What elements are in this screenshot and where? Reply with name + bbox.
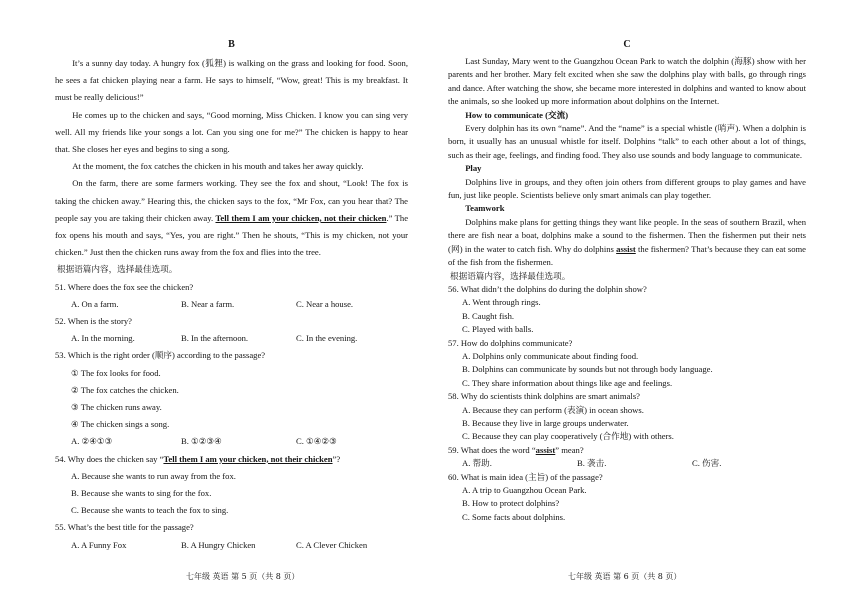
option-b[interactable]: B. ①②③④ (181, 436, 222, 447)
options-53 (55, 433, 408, 450)
text-run: 54. Why does the chicken say “ (55, 453, 164, 464)
passage-paragraph: Dolphins live in groups, and they often join others from different groups to play games and have fun, just like people. Scientists believe only smart animals can play together. (448, 176, 806, 201)
left-page (55, 38, 408, 554)
order-item: ① The fox looks for food. (71, 367, 161, 378)
option-b[interactable]: B. Dolphins can communicate by sounds but not through body language. (462, 364, 713, 375)
subheading: Teamwork (465, 203, 505, 214)
underlined-word: assist (535, 444, 556, 455)
question-54 (55, 451, 408, 468)
option-c[interactable]: C. Because she wants to teach the fox to sing. (71, 505, 229, 516)
order-item: ③ The chicken runs away. (71, 402, 162, 413)
option-a[interactable]: A. A Funny Fox (71, 539, 127, 550)
option-b[interactable]: B. A Hungry Chicken (181, 539, 256, 550)
instruction: 根据语篇内容，选择最佳选项。 (57, 264, 178, 275)
instruction: 根据语篇内容，选择最佳选项。 (450, 270, 571, 281)
options-59 (448, 457, 806, 470)
option-a[interactable]: A. 帮助. (462, 458, 492, 469)
option-c[interactable]: C. 伤害. (692, 458, 722, 469)
option-c[interactable]: C. A Clever Chicken (296, 539, 368, 550)
option-a[interactable]: A. Because they can perform (表演) in ocean shows. (462, 404, 644, 415)
question-60: 60. What is main idea (主旨) of the passage? (448, 471, 603, 482)
page-footer-right: 七年级 英语 第 6 页（共 8 页） (568, 572, 682, 581)
option-c[interactable]: C. Some facts about dolphins. (462, 511, 566, 522)
option-c[interactable]: C. Played with balls. (462, 324, 534, 335)
option-c[interactable]: C. In the evening. (296, 333, 358, 344)
question-58: 58. Why do scientists think dolphins are smart animals? (448, 391, 640, 402)
option-a[interactable]: A. A trip to Guangzhou Ocean Park. (462, 485, 587, 495)
option-a[interactable]: A. Dolphins only communicate about finding food. (462, 350, 639, 361)
text-run: 59. What does the word “ (448, 444, 536, 455)
question-53: 53. Which is the right order (顺序) according to the passage? (55, 350, 266, 361)
option-c[interactable]: C. ①④②③ (296, 436, 337, 447)
question-51: 51. Where does the fox see the chicken? (55, 281, 194, 292)
underlined-quote: Tell them I am your chicken, not their chicken (215, 212, 387, 223)
options-55 (55, 537, 408, 554)
option-b[interactable]: B. Near a farm. (181, 298, 235, 309)
section-title-c: C (623, 39, 631, 50)
text-run: the fishermen? That’s because they can eat some of the fish from the fishermen. (448, 243, 806, 268)
question-52: 52. When is the story? (55, 316, 132, 327)
option-c[interactable]: C. They share information about things like age and feelings. (462, 377, 673, 388)
question-56: 56. What didn’t the dolphins do during the dolphin show? (448, 283, 647, 294)
text-run: Dolphins make plans for getting things they want like people. In the seas of southern Brazil, when there are fish near a boat, dolphins make a sound to the fishermen. Then the fishermen put their nets (网) in the water to catch fish. Why do dolphins (448, 216, 806, 254)
option-b[interactable]: B. How to protect dolphins? (462, 498, 560, 509)
option-b[interactable]: B. Caught fish. (462, 310, 515, 321)
options-52 (55, 330, 408, 347)
text-run: .” The fox opens his mouth and says, “Yes, you are right.” Then he shouts, “This is my chicken, not your chicken.” Just then the chicken runs away from the fox and flies into the tree. (55, 212, 409, 258)
option-a[interactable]: A. Went through rings. (462, 297, 541, 308)
subheading: Play (465, 163, 482, 174)
option-b[interactable]: B. Because they live in large groups underwater. (462, 417, 629, 428)
passage-paragraph: Every dolphin has its own “name”. And the “name” is a special whistle (哨声). When a dolphin is born, it usually has an unusual whistle for itself. Dolphins “talk” to each other about a lot of things, such as their age, feelings, and finding food. They also use sounds and body language to communicate. (448, 123, 806, 160)
order-item: ② The fox catches the chicken. (71, 384, 179, 395)
right-page (448, 38, 806, 524)
text-run: ” mean? (555, 444, 584, 455)
subheading: How to communicate (交流) (465, 109, 569, 120)
section-title-b: B (228, 39, 235, 50)
page-footer-left: 七年级 英语 第 5 页（共 8 页） (186, 572, 300, 581)
underlined-quote: Tell them I am your chicken, not their chicken (163, 453, 333, 464)
question-57: 57. How do dolphins communicate? (448, 337, 573, 348)
passage-paragraph: Last Sunday, Mary went to the Guangzhou Ocean Park to watch the dolphin (海豚) show with her parents and her brother. Mary felt excited when she saw the dolphins play with balls, go through rings and dance. After watching the show, she became more interested in dolphins and wanted to know about the animals, so she looked up more information about dolphins on the Internet. (448, 56, 806, 107)
question-59 (448, 444, 806, 457)
option-a[interactable]: A. Because she wants to run away from the fox. (71, 470, 236, 481)
option-a[interactable]: A. In the morning. (71, 333, 135, 344)
text-run: On the farm, there are some farmers working. They see the fox and shout, “Look! The fox is taking the chicken away.” Hearing this, the chicken says to the fox, “Mr Fox, can you hear that? The people say you are taking their chicken away. (55, 178, 408, 223)
text-run: ”? (332, 453, 341, 464)
option-b[interactable]: B. 袭击. (577, 458, 607, 469)
passage-paragraph (448, 216, 806, 270)
option-b[interactable]: B. Because she wants to sing for the fox. (71, 488, 212, 499)
underlined-word: assist (616, 243, 636, 254)
option-c[interactable]: C. Near a house. (296, 298, 354, 309)
option-c[interactable]: C. Because they can play cooperatively (合作地) with others. (462, 431, 674, 442)
order-item: ④ The chicken sings a song. (71, 419, 170, 430)
option-a[interactable]: A. ②④①③ (71, 436, 113, 447)
passage-paragraph (55, 175, 408, 261)
option-b[interactable]: B. In the afternoon. (181, 333, 249, 344)
passage-paragraph: At the moment, the fox catches the chicken in his mouth and takes her away quickly. (72, 161, 364, 172)
question-55: 55. What’s the best title for the passage? (55, 522, 194, 533)
passage-paragraph: He comes up to the chicken and says, “Good morning, Miss Chicken. I know you can sing very well. All my friends like your songs a lot. Can you sing one for me?” The chicken is happy to hear that. She closes her eyes and begins to sing a song. (55, 109, 408, 155)
passage-paragraph: It’s a sunny day today. A hungry fox (狐狸) is walking on the grass and looking for food. Soon, he sees a fat chicken playing near a farm. He says to himself, “Wow, great! This is my breakfast. It must be really delicious!” (55, 58, 408, 103)
option-a[interactable]: A. On a farm. (71, 298, 119, 309)
options-51 (55, 296, 408, 313)
